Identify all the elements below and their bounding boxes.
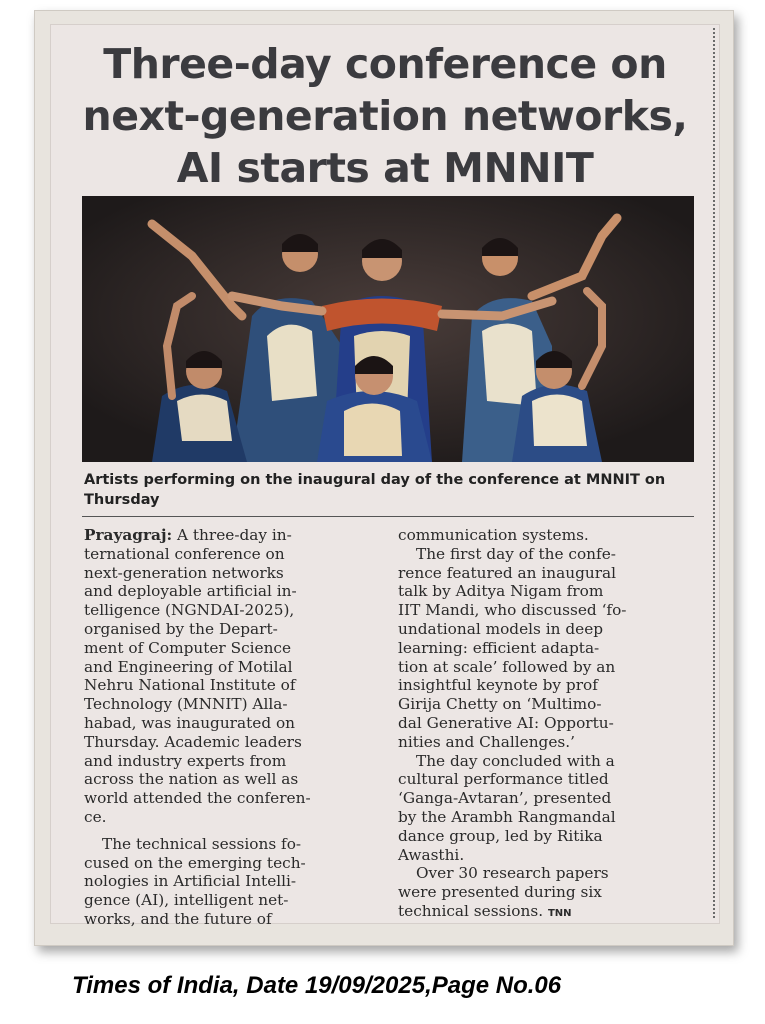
text-line: The first day of the confe-	[416, 544, 616, 563]
text-line: Thursday. Academic leaders	[84, 732, 302, 751]
dancers-illustration	[82, 196, 694, 462]
text-line: nities and Challenges.’	[398, 732, 575, 751]
text-line: Girija Chetty on ‘Multimo-	[398, 695, 602, 714]
article-column-right	[398, 526, 694, 924]
text-line: technical sessions.	[398, 901, 544, 920]
text-line: world attended the conferen-	[84, 789, 311, 808]
photo-caption: Artists performing on the inaugural day of the conference at MNNIT on Thursday	[84, 472, 666, 508]
byline-signature: TNN	[547, 907, 572, 919]
text-line-final	[398, 902, 694, 924]
text-line: rence featured an inaugural	[398, 563, 617, 582]
text-line: insightful keynote by prof	[398, 676, 598, 695]
article-column-left	[84, 526, 368, 929]
caption-divider	[82, 516, 694, 517]
headline-line-2: next-generation networks,	[82, 92, 688, 140]
text-line: habad, was inaugurated on	[84, 713, 296, 732]
dancers-photo	[82, 196, 694, 462]
text-line: ment of Computer Science	[84, 638, 292, 657]
text-line: organised by the Depart-	[84, 619, 278, 638]
dateline: Prayagraj:	[84, 526, 173, 544]
text-line: next-generation networks	[84, 563, 284, 582]
text-line: cultural performance titled	[398, 770, 609, 789]
text-line: ‘Ganga-Avtaran’, presented	[398, 789, 612, 808]
text-line: across the nation as well as	[84, 770, 299, 789]
text-line: telligence (NGNDAI-2025),	[84, 601, 295, 620]
text-line: undational models in deep	[398, 619, 604, 638]
text-line: and deployable artificial in-	[84, 582, 297, 601]
text-line: ce.	[84, 807, 107, 826]
headline-line-3: AI starts at MNNIT	[176, 144, 594, 192]
text-line: and industry experts from	[84, 751, 287, 770]
text-line: cused on the emerging tech-	[84, 853, 306, 872]
text-line: Nehru National Institute of	[84, 676, 296, 695]
text-line: ternational conference on	[84, 544, 285, 563]
text-line: Awasthi.	[398, 845, 465, 864]
text-line: A three-day in-	[172, 526, 292, 544]
text-line: nologies in Artificial Intelli-	[84, 872, 297, 891]
text-line: The technical sessions fo-	[102, 834, 302, 853]
text-line: Technology (MNNIT) Alla-	[84, 695, 288, 714]
perforation-edge	[713, 28, 715, 918]
text-line: Over 30 research papers	[416, 864, 609, 883]
headline	[60, 38, 710, 194]
text-line: talk by Aditya Nigam from	[398, 582, 604, 601]
text-line: tion at scale’ followed by an	[398, 657, 616, 676]
text-line: IIT Mandi, who discussed ‘fo-	[398, 601, 627, 620]
text-line: communication systems.	[398, 526, 589, 544]
text-line: The day concluded with a	[416, 751, 615, 770]
text-line: dance group, led by Ritika	[398, 826, 603, 845]
text-line: were presented during six	[398, 883, 602, 902]
paragraph-intro	[84, 526, 368, 545]
headline-line-1: Three-day conference on	[103, 40, 667, 88]
text-line: by the Arambh Rangmandal	[398, 807, 616, 826]
text-line: gence (AI), intelligent net-	[84, 891, 289, 910]
text-line: and Engineering of Motilal	[84, 657, 293, 676]
source-citation: Times of India, Date 19/09/2025,Page No.06	[72, 972, 562, 999]
text-line: dal Generative AI: Opportu-	[398, 713, 614, 732]
text-line: works, and the future of	[84, 909, 272, 928]
text-line: learning: efficient adapta-	[398, 638, 600, 657]
